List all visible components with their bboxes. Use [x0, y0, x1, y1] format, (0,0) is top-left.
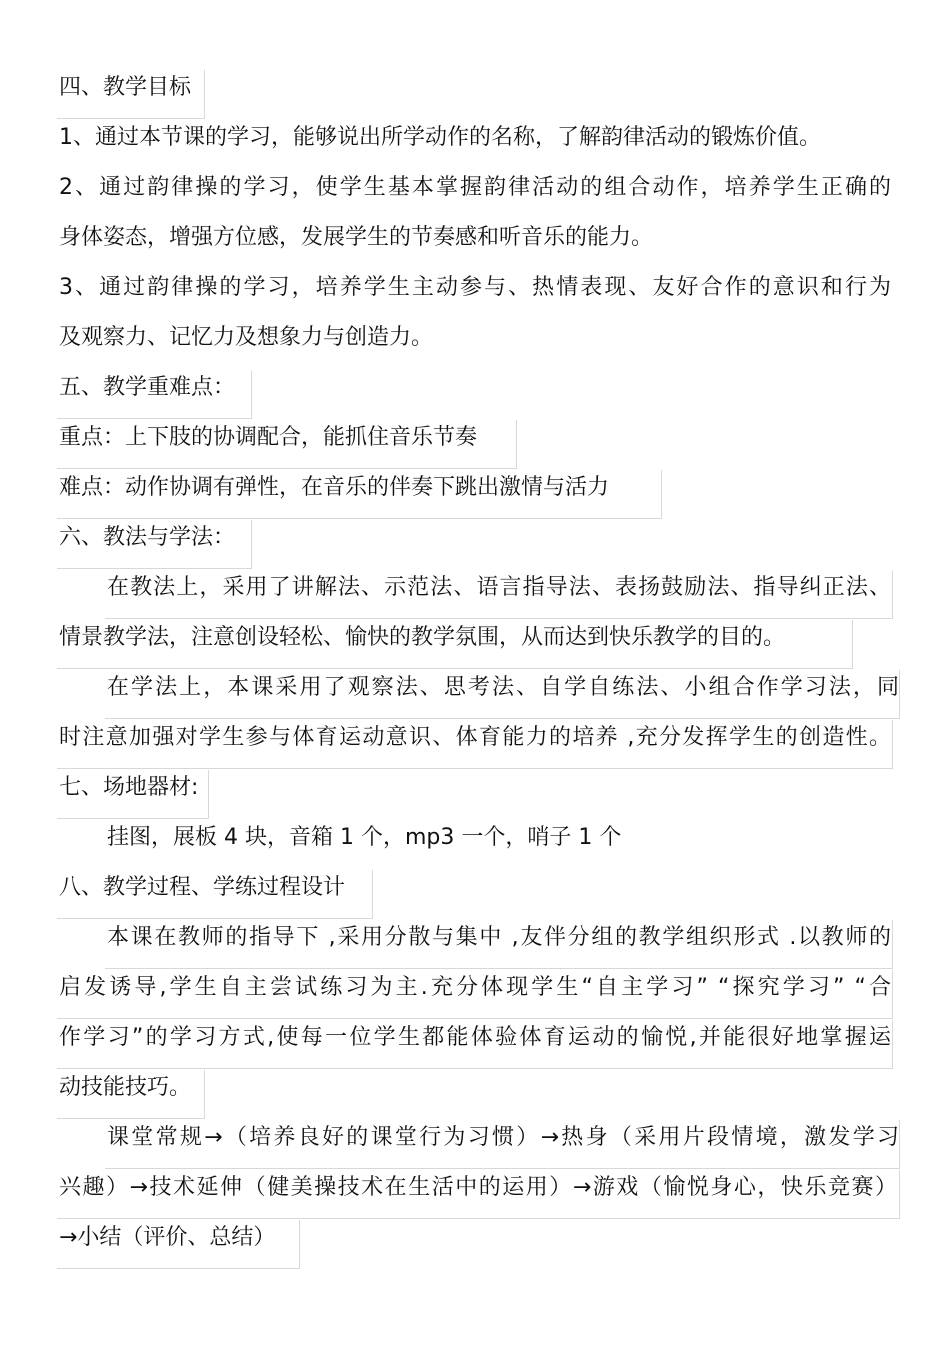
equipment-text: 挂图，展板 4 块，音箱 1 个，mp3 一个，哨子 1 个: [107, 825, 622, 850]
process-line-2: 启发诱导,学生自主尝试练习为主.充分体现学生“自主学习” “探究学习” “合: [59, 975, 891, 1000]
learning-method-line-2: 时注意加强对学生参与体育运动意识、体育能力的培养 ,充分发挥学生的创造性。: [59, 725, 891, 750]
flow-line-1: 课堂常规→（培养良好的课堂行为习惯）→热身（采用片段情境，激发学习: [107, 1125, 899, 1150]
objective-2-line-2: 身体姿态，增强方位感，发展学生的节奏感和听音乐的能力。: [59, 225, 654, 250]
process-line-1: 本课在教师的指导下 ,采用分散与集中 ,友伴分组的教学组织形式 .以教师的: [107, 925, 891, 950]
objective-1: 1、通过本节课的学习，能够说出所学动作的名称，了解韵律活动的锻炼价值。: [59, 125, 821, 150]
learning-method-line-1: 在学法上，本课采用了观察法、思考法、自学自练法、小组合作学习法，同: [107, 675, 899, 700]
teaching-method-line-1: 在教法上，采用了讲解法、示范法、语言指导法、表扬鼓励法、指导纠正法、: [107, 575, 891, 600]
process-heading: 八、教学过程、学练过程设计: [59, 875, 346, 900]
keypoint-text: 重点：上下肢的协调配合，能抓住音乐节奏: [59, 425, 478, 450]
difficulty-text: 难点：动作协调有弹性，在音乐的伴奏下跳出激情与活力: [59, 475, 610, 500]
teaching-method-line-2: 情景教学法，注意创设轻松、愉快的教学氛围，从而达到快乐教学的目的。: [59, 625, 786, 650]
flow-line-3: →小结（评价、总结）: [59, 1225, 276, 1250]
process-line-4: 动技能技巧。: [59, 1075, 192, 1100]
process-line-3: 作学习”的学习方式,使每一位学生都能体验体育运动的愉悦,并能很好地掌握运: [59, 1025, 891, 1050]
methods-heading: 六、教法与学法：: [59, 525, 236, 550]
keypoints-heading: 五、教学重难点：: [59, 375, 236, 400]
equipment-heading: 七、场地器材:: [59, 775, 199, 800]
flow-line-2: 兴趣）→技术延伸（健美操技术在生活中的运用）→游戏（愉悦身心，快乐竞赛）: [59, 1175, 897, 1200]
objective-3-line-1: 3、通过韵律操的学习，培养学生主动参与、热情表现、友好合作的意识和行为: [59, 275, 891, 300]
objective-3-line-2: 及观察力、记忆力及想象力与创造力。: [59, 325, 434, 350]
objective-2-line-1: 2、通过韵律操的学习，使学生基本掌握韵律活动的组合动作，培养学生正确的: [59, 175, 891, 200]
objectives-heading: 四、教学目标: [59, 75, 192, 100]
